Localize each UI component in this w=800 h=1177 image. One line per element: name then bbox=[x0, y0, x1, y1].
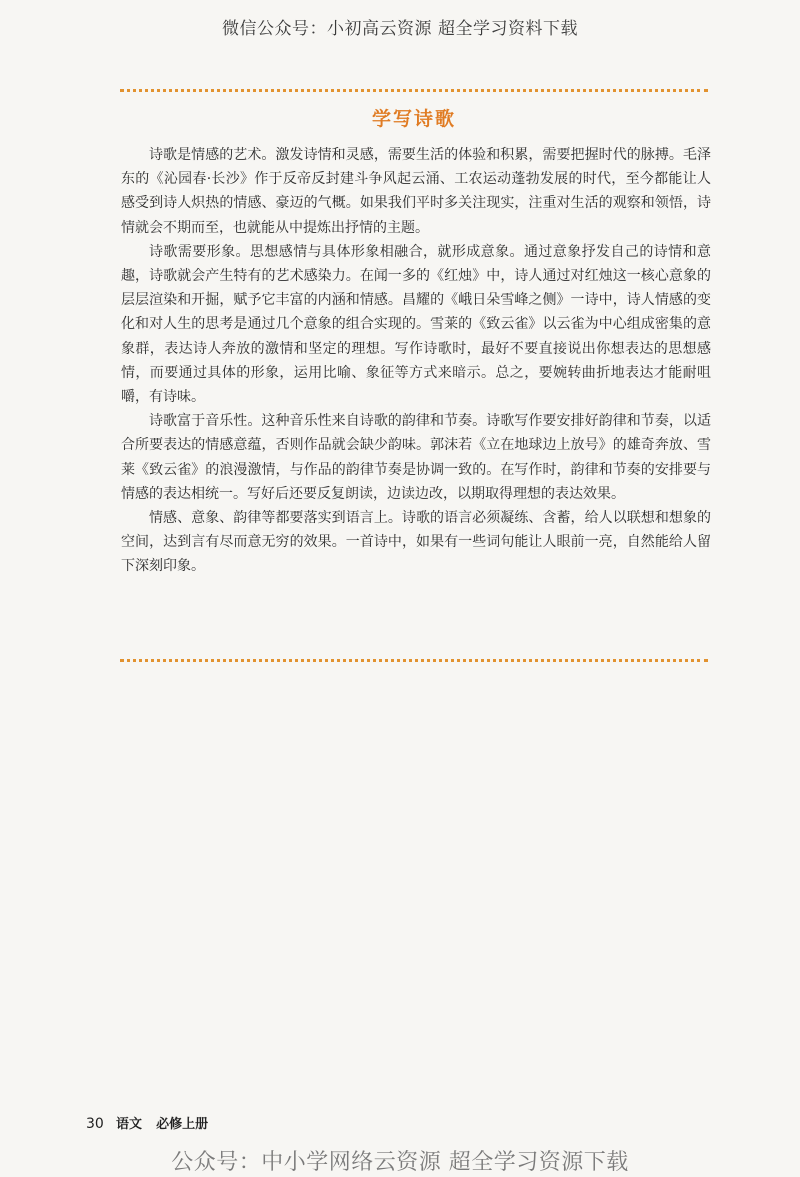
bottom-dotted-divider bbox=[120, 659, 708, 662]
paragraph-emotion: 诗歌是情感的艺术。激发诗情和灵感，需要生活的体验和积累，需要把握时代的脉搏。毛泽东的《沁园春·长沙》作于反帝反封建斗争风起云涌、工农运动蓬勃发展的时代，至今都能让人感受到诗人炽热的情感、豪迈的气概。如果我们平时多关注现实，注重对生活的观察和领悟，诗情就会不期而至，也就能从中提炼出抒情的主题。 bbox=[121, 147, 711, 236]
paragraph-musicality: 诗歌富于音乐性。这种音乐性来自诗歌的韵律和节奏。诗歌写作要安排好韵律和节奏，以适合所要表达的情感意蕴，否则作品就会缺少韵味。郭沫若《立在地球边上放号》的雄奇奔放、雪莱《致云雀》的浪漫激情，与作品的韵律节奏是协调一致的。在写作时，韵律和节奏的安排要与情感的表达相统一。写好后还要反复朗读，边读边改，以期取得理想的表达效果。 bbox=[121, 413, 711, 502]
volume-label: 必修上册 bbox=[156, 1117, 209, 1132]
page-footer bbox=[86, 1113, 208, 1132]
footer-watermark: 公众号：中小学网络云资源 超全学习资源下载 bbox=[171, 1150, 629, 1175]
page-number: 30 bbox=[86, 1116, 104, 1132]
header-watermark: 微信公众号：小初高云资源 超全学习资料下载 bbox=[222, 19, 578, 39]
section-title: 学写诗歌 bbox=[371, 108, 456, 130]
top-dotted-divider bbox=[120, 89, 708, 92]
paragraph-imagery: 诗歌需要形象。思想感情与具体形象相融合，就形成意象。通过意象抒发自己的诗情和意趣，诗歌就会产生特有的艺术感染力。在闻一多的《红烛》中，诗人通过对红烛这一核心意象的层层渲染和开掘，赋予它丰富的内涵和情感。昌耀的《峨日朵雪峰之侧》一诗中，诗人情感的变化和对人生的思考是通过几个意象的组合实现的。雪莱的《致云雀》以云雀为中心组成密集的意象群，表达诗人奔放的激情和坚定的理想。写作诗歌时，最好不要直接说出你想表达的思想感情，而要通过具体的形象，运用比喻、象征等方式来暗示。总之，要婉转曲折地表达才能耐咀嚼，有诗味。 bbox=[121, 243, 711, 406]
book-title: 语文 bbox=[115, 1117, 142, 1132]
paragraph-language: 情感、意象、韵律等都要落实到语言上。诗歌的语言必须凝练、含蓄，给人以联想和想象的空间，达到言有尽而意无穷的效果。一首诗中，如果有一些词句能让人眼前一亮，自然能给人留下深刻印象。 bbox=[121, 510, 711, 575]
article-body bbox=[121, 143, 711, 579]
